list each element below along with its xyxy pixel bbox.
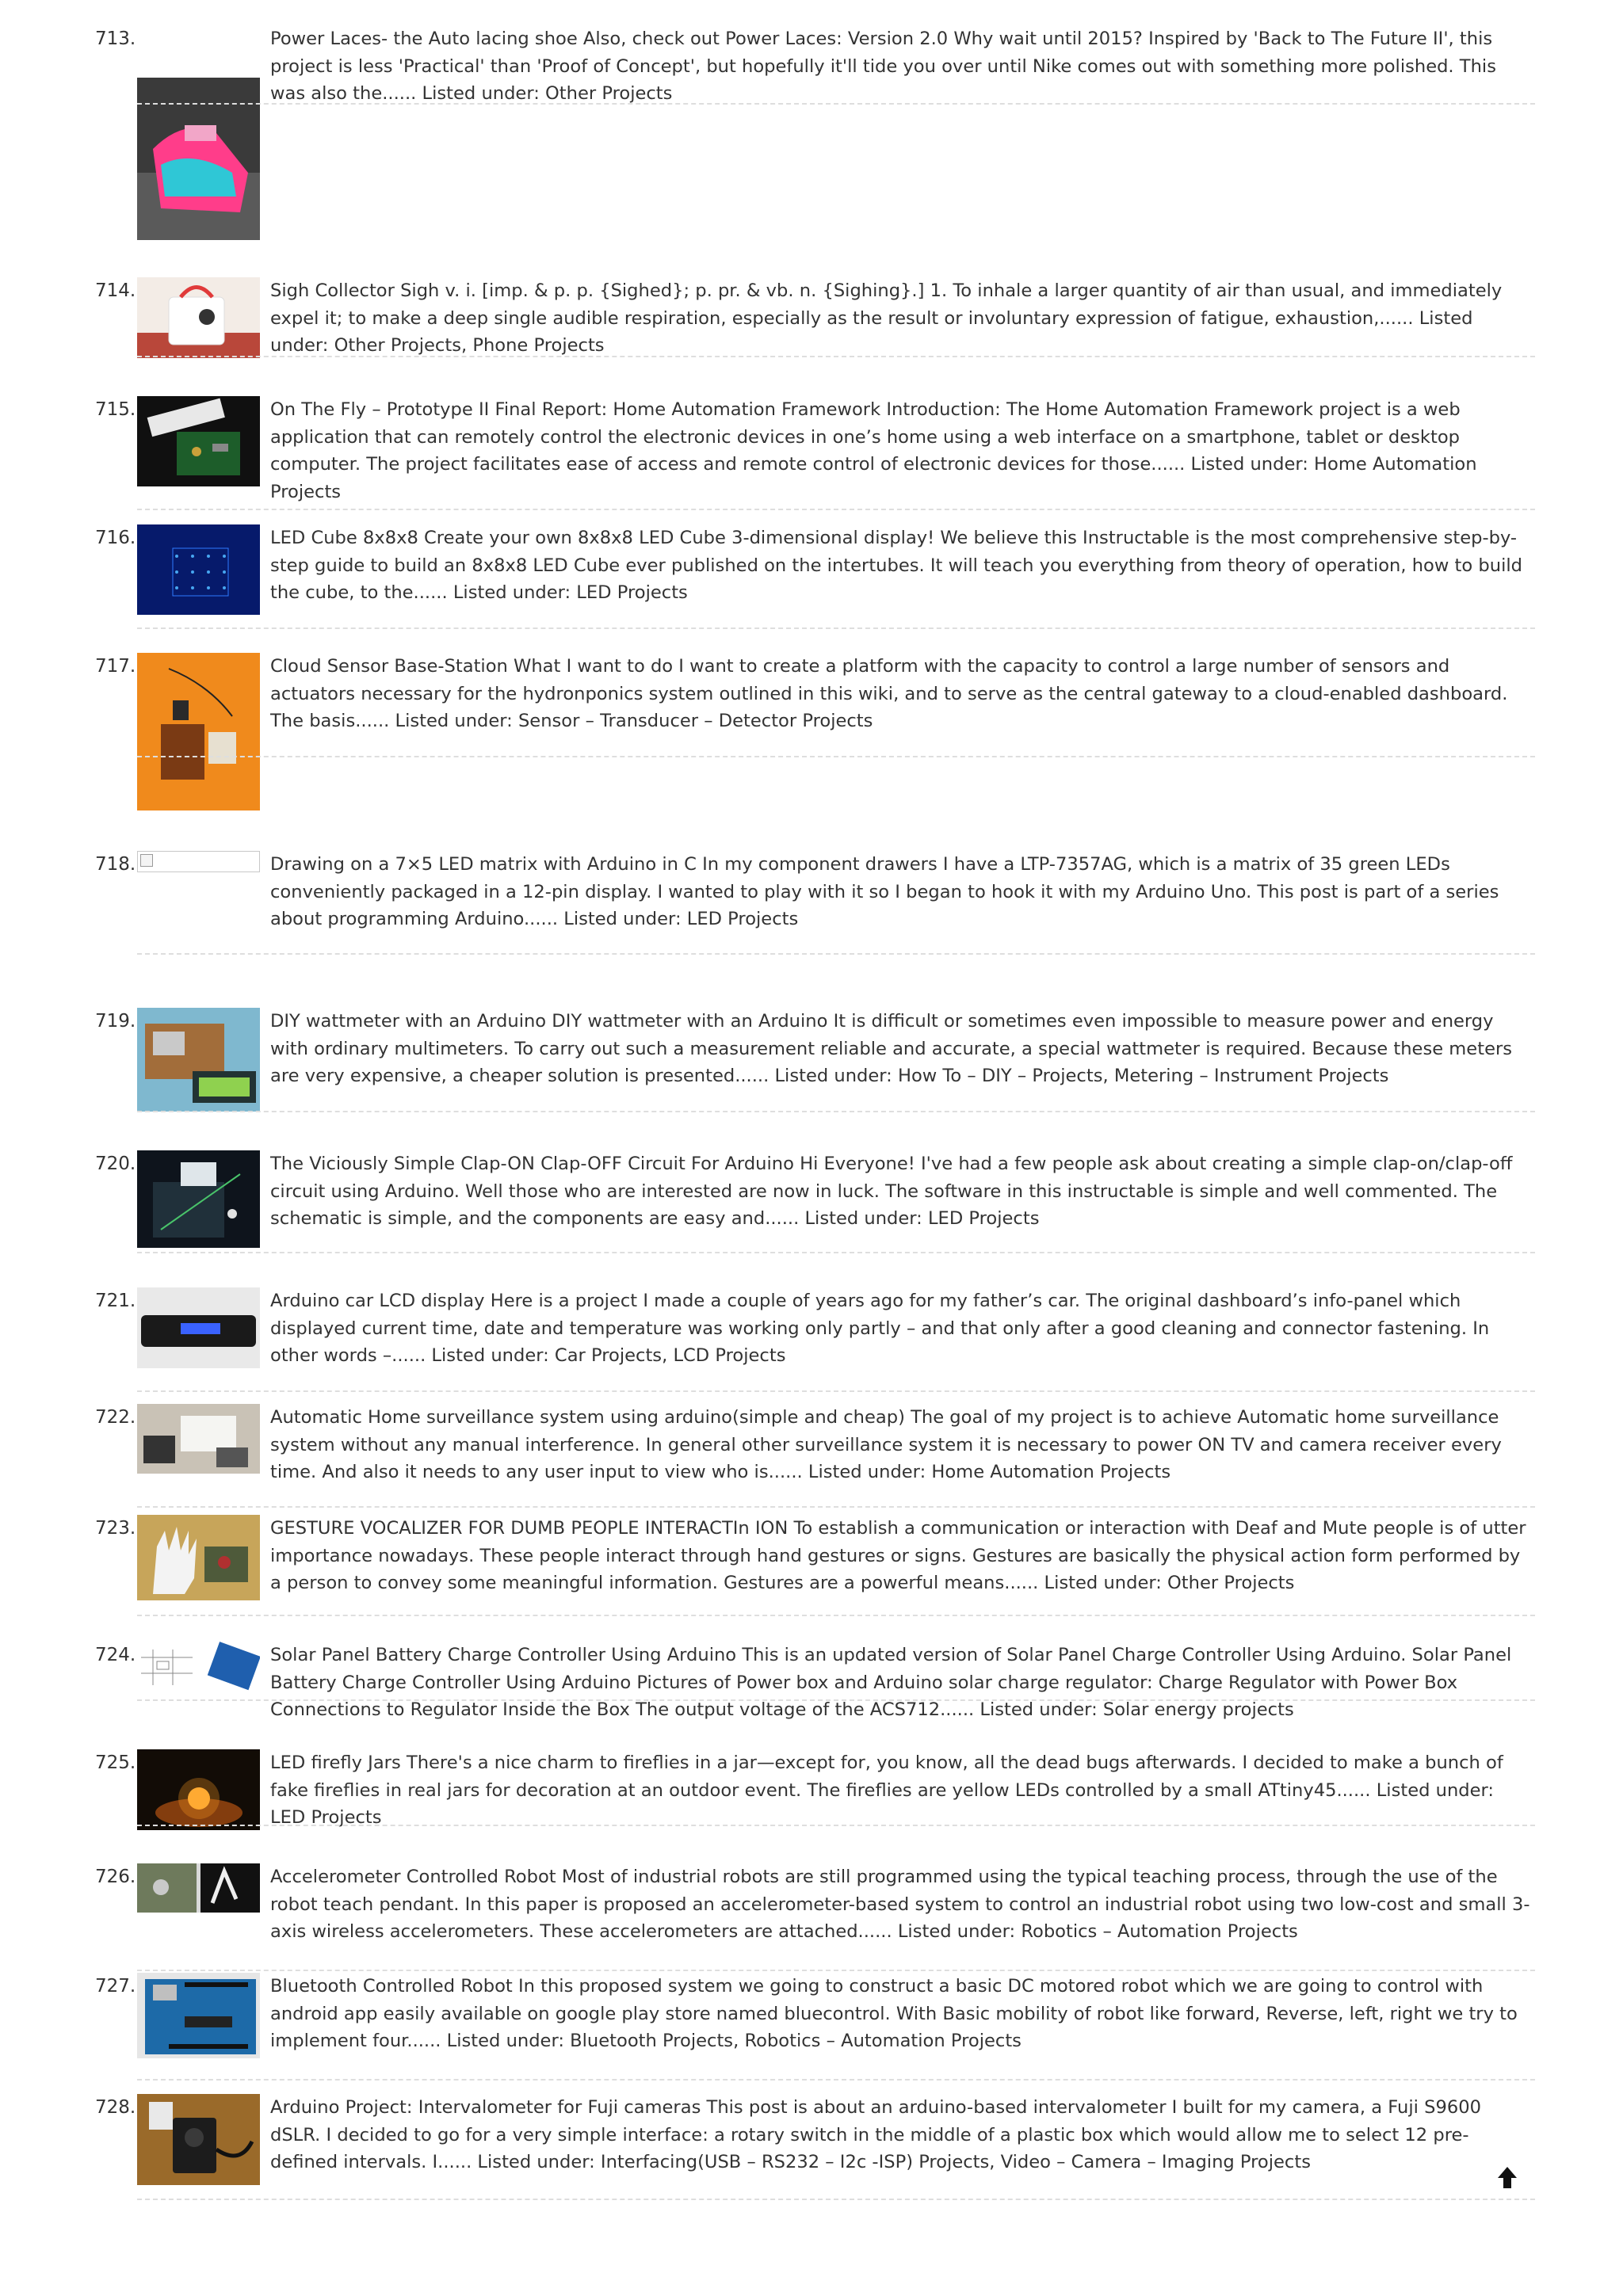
item-divider <box>137 756 1535 757</box>
item-divider <box>137 1615 1535 1616</box>
item-number: 715. <box>95 399 136 420</box>
schematic-photo[interactable] <box>137 1642 260 1691</box>
project-description[interactable]: Power Laces- the Auto lacing shoe Also, check out Power Laces: Version 2.0 Why wait until 2015? Inspired by 'Back to The Future II', this project is less 'Practical' than 'Proof of Concept', but hopefully it'll tide you over until Nike comes out with something more polished. This was also the...... Listed under: Other Projects <box>270 29 1496 104</box>
project-description[interactable]: GESTURE VOCALIZER FOR DUMB PEOPLE INTERACTIn ION To establish a communication or interaction with Deaf and Mute people is of utter importance nowadays. These people interact through hand gestures or signs. Gestures are basically the physical action form performed by a person to convey some meaningful information. Gestures are a powerful means...... Listed under: Other Projects <box>270 1518 1526 1593</box>
item-number: 725. <box>95 1753 136 1773</box>
item-divider <box>137 953 1535 955</box>
robot-photo[interactable] <box>137 1863 260 1913</box>
arrow-up-icon <box>1493 2164 1522 2192</box>
item-number: 718. <box>95 854 136 875</box>
item-divider <box>137 1506 1535 1508</box>
item-divider <box>137 2079 1535 2081</box>
arduino-board-photo[interactable] <box>137 1973 260 2058</box>
item-number: 714. <box>95 280 136 301</box>
project-description[interactable]: On The Fly – Prototype II Final Report: Home Automation Framework Introduction: The Home Automation Framework project is a web application that can remotely control the electronic devices in one’s home using a web interface on a smartphone, tablet or desktop computer. The project facilitates ease of access and remote control of electronic devices for those...... Listed under: Home Automation Projects <box>270 399 1477 502</box>
project-description[interactable]: LED Cube 8x8x8 Create your own 8x8x8 LED Cube 3-dimensional display! We believe this Instructable is the most comprehensive step-by-step guide to build an 8x8x8 LED Cube ever published on the intertubes. It will teach you everything from theory of operation, how to build the cube, to the...... Listed under: LED Projects <box>270 528 1522 603</box>
item-divider <box>137 1699 1535 1701</box>
item-number: 713. <box>95 29 136 49</box>
item-divider <box>137 1825 1535 1826</box>
project-description[interactable]: The Viciously Simple Clap-ON Clap-OFF Circuit For Arduino Hi Everyone! I've had a few people ask about creating a simple clap-on/clap-off circuit using Arduino. Well those who are interested are now in luck. The software in this instructable is simple and well commented. The schematic is simple, and the components are easy and...... Listed under: LED Projects <box>270 1154 1513 1229</box>
firefly-jar-photo[interactable] <box>137 1749 260 1830</box>
item-number: 721. <box>95 1291 136 1311</box>
item-divider <box>137 1111 1535 1112</box>
item-number: 722. <box>95 1407 136 1428</box>
item-divider <box>137 356 1535 357</box>
back-to-top-button[interactable] <box>1493 2164 1522 2192</box>
dark-circuit-photo[interactable] <box>137 1150 260 1248</box>
sneaker-photo[interactable] <box>137 78 260 240</box>
project-description[interactable]: Bluetooth Controlled Robot In this proposed system we going to construct a basic DC motored robot which we are going to control with android app easily available on google play store named bluecontrol. With Basic mobility of robot like forward, Reverse, left, right we try to implement four...... Listed under: Bluetooth Projects, Robotics – Automation Projects <box>270 1976 1518 2051</box>
broken-image-icon[interactable] <box>137 851 260 872</box>
white-device-photo[interactable] <box>137 277 260 358</box>
project-description[interactable]: Cloud Sensor Base-Station What I want to do I want to create a platform with the capacity to control a large number of sensors and actuators necessary for the hydronponics system outlined in this wiki, and to serve as the central gateway to a cloud-enabled dashboard. The basis...... Listed under: Sensor – Transducer – Detector Projects <box>270 656 1508 731</box>
project-description[interactable]: Sigh Collector Sigh v. i. [imp. & p. p. {Sighed}; p. pr. & vb. n. {Sighing}.] 1. To inhale a larger quantity of air than usual, and immediately expel it; to make a deep single audible respiration, especially as the result or involuntary expression of fatigue, exhaustion,...... Listed under: Other Projects, Phone Projects <box>270 280 1503 356</box>
item-divider <box>137 2199 1535 2200</box>
item-divider <box>137 1252 1535 1253</box>
project-description[interactable]: Accelerometer Controlled Robot Most of industrial robots are still programmed using the typical teaching process, through the use of the robot teach pendant. In this paper is proposed an accelerometer-based system to control an industrial robot using two low-cost and small 3-axis wireless accelerometers. These accelerometers are attached...... Listed under: Robotics – Automation Projects <box>270 1867 1530 1942</box>
glove-photo[interactable] <box>137 1515 260 1600</box>
item-divider <box>137 627 1535 629</box>
item-divider <box>137 1390 1535 1392</box>
project-description[interactable]: LED firefly Jars There's a nice charm to fireflies in a jar—except for, you know, all the dead bugs afterwards. I decided to make a bunch of fake fireflies in real jars for decoration at an outdoor event. The fireflies are yellow LEDs controlled by a small ATtiny45...... Listed under: LED Projects <box>270 1753 1503 1828</box>
item-number: 727. <box>95 1976 136 1997</box>
project-description[interactable]: Arduino Project: Intervalometer for Fuji cameras This post is about an arduino-based intervalometer I built for my camera, a Fuji S9600 dSLR. I decided to go for a very simple interface: a rotary switch in the middle of a plastic box which would allow me to select 12 pre-defined intervals. I...... Listed under: Interfacing(USB – RS232 – I2c -ISP) Projects, Video – Camera – Imaging Projects <box>270 2097 1481 2172</box>
led-cube-photo[interactable] <box>137 524 260 615</box>
project-description[interactable]: Solar Panel Battery Charge Controller Using Arduino This is an updated version of Solar Panel Charge Controller Using Arduino. Solar Panel Battery Charge Controller Using Arduino Pictures of Power box and Arduino solar charge regulator: Charge Regulator with Power Box Connections to Regulator Inside the Box The output voltage of the ACS712...... Listed under: Solar energy projects <box>270 1645 1512 1720</box>
broken-image-glyph <box>140 854 153 867</box>
item-divider <box>137 1970 1535 1971</box>
wattmeter-photo[interactable] <box>137 1008 260 1112</box>
project-description[interactable]: Arduino car LCD display Here is a project I made a couple of years ago for my father’s car. The original dashboard’s info-panel which displayed current time, date and temperature was working only partly – and that only after a good cleaning and connector fastening. In other words –...... Listed under: Car Projects, LCD Projects <box>270 1291 1490 1366</box>
item-number: 719. <box>95 1011 136 1032</box>
item-number: 720. <box>95 1154 136 1174</box>
item-number: 724. <box>95 1645 136 1665</box>
project-description[interactable]: Automatic Home surveillance system using arduino(simple and cheap) The goal of my project is to achieve Automatic home surveillance system without any manual interference. In general other surveillance system it is necessary to power ON TV and camera receiver every time. And also it needs to any user input to view who is...... Listed under: Home Automation Projects <box>270 1407 1502 1482</box>
item-number: 728. <box>95 2097 136 2118</box>
project-description[interactable]: DIY wattmeter with an Arduino DIY wattmeter with an Arduino It is difficult or sometimes even impossible to measure power and energy with ordinary multimeters. To carry out such a measurement reliable and accurate, a special wattmeter is required. Because these meters are very expensive, a cheaper solution is presented...... Listed under: How To – DIY – Projects, Metering – Instrument Projects <box>270 1011 1513 1086</box>
orange-board-photo[interactable] <box>137 653 260 810</box>
circuit-board-photo[interactable] <box>137 396 260 486</box>
item-number: 717. <box>95 656 136 677</box>
surveillance-photo[interactable] <box>137 1404 260 1474</box>
item-divider <box>137 509 1535 510</box>
item-number: 723. <box>95 1518 136 1539</box>
lcd-display-photo[interactable] <box>137 1287 260 1368</box>
project-description[interactable]: Drawing on a 7×5 LED matrix with Arduino in C In my component drawers I have a LTP-7357AG, which is a matrix of 35 green LEDs conveniently packaged in a 12-pin display. I wanted to play with it so I began to hook it with my Arduino Uno. This post is part of a series about programming Arduino...... Listed under: LED Projects <box>270 854 1499 929</box>
intervalometer-photo[interactable] <box>137 2094 260 2185</box>
item-number: 716. <box>95 528 136 548</box>
item-number: 726. <box>95 1867 136 1887</box>
item-divider <box>137 103 1535 105</box>
